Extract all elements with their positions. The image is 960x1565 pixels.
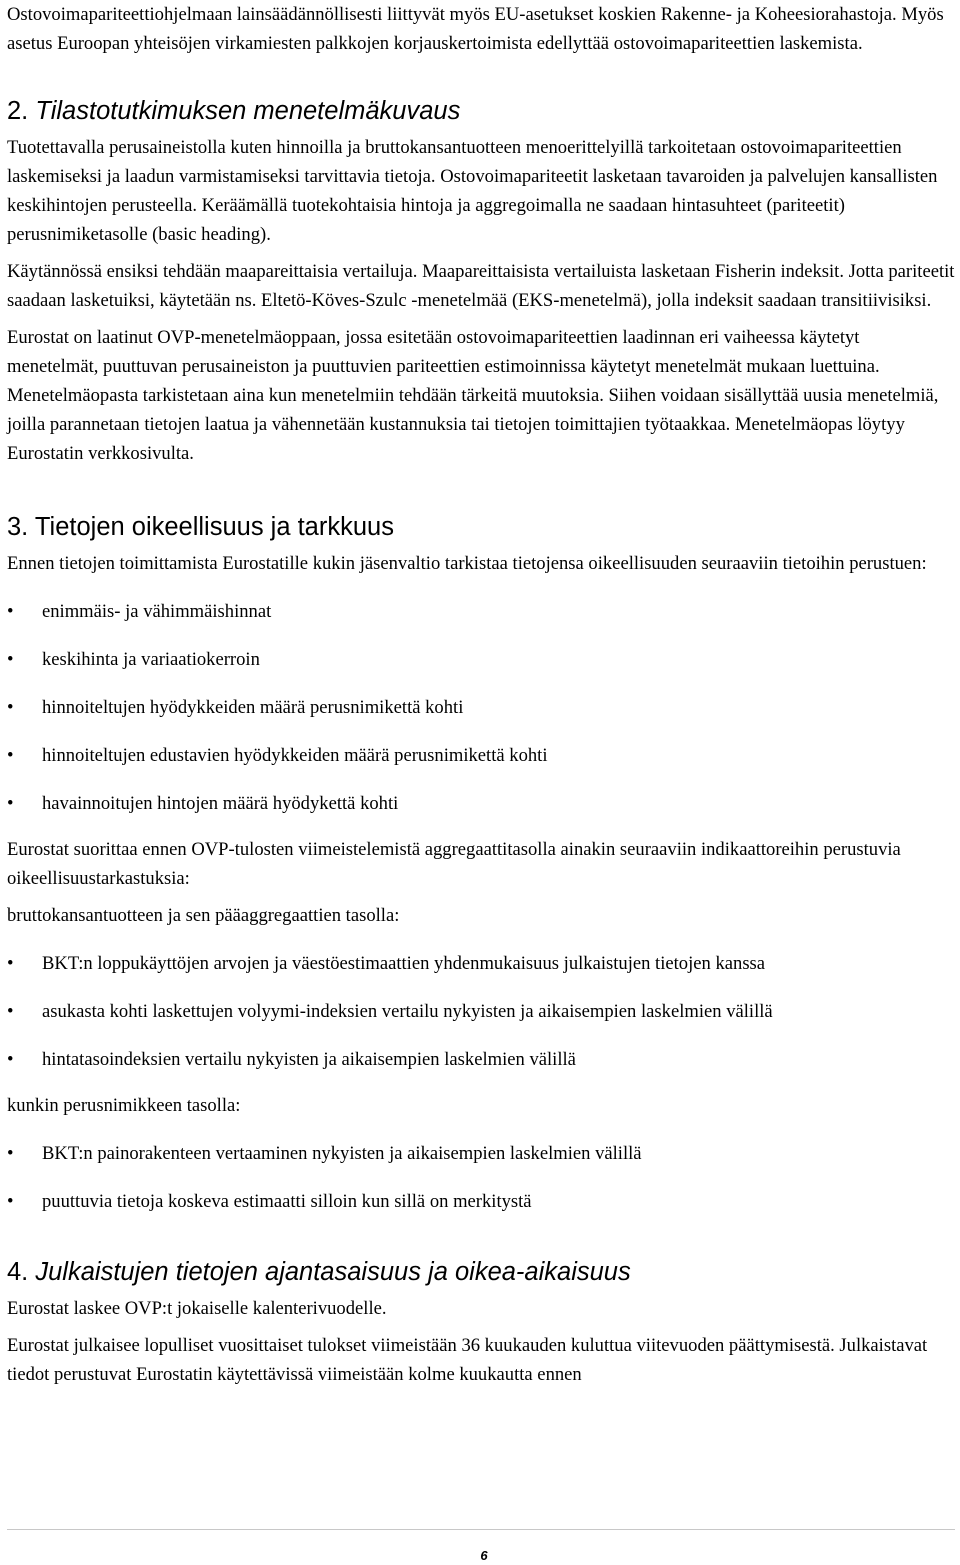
- section-3: [7, 511, 955, 1216]
- section-4: [7, 1256, 955, 1389]
- section-2-title: Tilastotutkimuksen menetelmäkuvaus: [35, 97, 461, 125]
- section-4-paragraph-1: Eurostat laskee OVP:t jokaiselle kalenterivuodelle.: [7, 1298, 387, 1319]
- section-2-paragraph-3: Eurostat on laatinut OVP-menetelmäoppaan, jossa esitetään ostovoimapariteettien laadinnan eri vaiheessa käytetyt menetelmät, puuttuvan perusaineiston ja puuttuvien pariteettien estimoinnissa käytetyt menetelmät mukaan luettuina. Menetelmäopasta tarkistetaan aina kun menetelmiin tehdään tärkeitä muutoksia. Siihen voidaan sisällyttää uusia menetelmiä, joilla parannetaan tietojen laatua ja vähennetään kustannuksia tai tietojen toimittajien työtaakkaa. Menetelmäopas löytyy Eurostatin verkkosivulta.: [7, 327, 939, 464]
- bullet-icon: •: [7, 1191, 14, 1212]
- section-3-subheading-basic: kunkin perusnimikkeen tasolla:: [7, 1095, 241, 1116]
- list-item: • keskihinta ja variaatiokerroin: [7, 645, 955, 674]
- page-number: 6: [480, 1548, 488, 1563]
- bullet-icon: •: [7, 1001, 14, 1022]
- section-2-number: 2.: [7, 97, 29, 125]
- bullet-icon: •: [7, 649, 14, 670]
- section-2: [7, 95, 955, 468]
- bullet-icon: •: [7, 793, 14, 814]
- check-list-gdp: [7, 949, 955, 1074]
- document-page: [7, 0, 955, 1389]
- bullet-icon: •: [7, 601, 14, 622]
- section-3-subheading-gdp: bruttokansantuotteen ja sen pääaggregaattien tasolla:: [7, 905, 400, 926]
- section-2-heading: [7, 95, 955, 127]
- bullet-icon: •: [7, 697, 14, 718]
- check-list-national: [7, 597, 955, 818]
- section-3-paragraph-2: Eurostat suorittaa ennen OVP-tulosten viimeistelemistä aggregaattitasolla ainakin seuraaviin indikaattoreihin perustuvia oikeellisuustarkastuksia:: [7, 839, 901, 889]
- list-item: • BKT:n painorakenteen vertaaminen nykyisten ja aikaisempien laskelmien välillä: [7, 1139, 955, 1168]
- list-item: • hinnoiteltujen edustavien hyödykkeiden määrä perusnimikettä kohti: [7, 741, 955, 770]
- bullet-icon: •: [7, 1143, 14, 1164]
- bullet-icon: •: [7, 953, 14, 974]
- section-2-paragraph-1: Tuotettavalla perusaineistolla kuten hinnoilla ja bruttokansantuotteen menoerittelyillä tarkoitetaan ostovoimapariteettien laskemiseksi ja laadun varmistamiseksi tarvittavia tietoja. Ostovoimapariteetit lasketaan tavaroiden ja palvelujen kansallisten keskihintojen perusteella. Keräämällä tuotekohtaisia hintoja ja aggregoimalla ne saadaan hintasuhteet (pariteetit) perusnimiketasolle (basic heading).: [7, 137, 938, 245]
- section-3-lead: Ennen tietojen toimittamista Eurostatille kukin jäsenvaltio tarkistaa tietojensa oikeellisuuden seuraaviin tietoihin perustuen:: [7, 553, 927, 574]
- section-4-paragraph-2: Eurostat julkaisee lopulliset vuosittaiset tulokset viimeistään 36 kuukauden kuluttua viitevuoden päättymisestä. Julkaistavat tiedot perustuvat Eurostatin käytettävissä viimeistään kolme kuukautta ennen: [7, 1335, 928, 1385]
- list-item: • BKT:n loppukäyttöjen arvojen ja väestöestimaattien yhdenmukaisuus julkaistujen tietojen kanssa: [7, 949, 955, 978]
- list-item: • hintatasoindeksien vertailu nykyisten ja aikaisempien laskelmien välillä: [7, 1045, 955, 1074]
- bullet-icon: •: [7, 745, 14, 766]
- list-item: • puuttuvia tietoja koskeva estimaatti silloin kun sillä on merkitystä: [7, 1187, 955, 1216]
- section-4-heading: [7, 1256, 955, 1288]
- section-2-paragraph-2: Käytännössä ensiksi tehdään maapareittaisia vertailuja. Maapareittaisista vertailuista lasketaan Fisherin indeksit. Jotta pariteetit saadaan lasketuiksi, käytetään ns. Eltetö-Köves-Szulc -menetelmää (EKS-menetelmä), jolla indeksit saadaan transitiivisiksi.: [7, 261, 955, 311]
- list-item: • hinnoiteltujen hyödykkeiden määrä perusnimikettä kohti: [7, 693, 955, 722]
- intro-paragraph: Ostovoimapariteettiohjelmaan lainsäädännöllisesti liittyvät myös EU-asetukset koskien Rakenne- ja Koheesiorahastoja. Myös asetus Euroopan yhteisöjen virkamiesten palkkojen korjauskertoimista edellyttää ostovoimapariteettien laskemista.: [7, 4, 944, 54]
- section-4-number: 4.: [7, 1258, 29, 1286]
- section-3-title: Tietojen oikeellisuus ja tarkkuus: [34, 513, 394, 541]
- bullet-icon: •: [7, 1049, 14, 1070]
- footer-divider: [7, 1529, 955, 1530]
- list-item: • enimmäis- ja vähimmäishinnat: [7, 597, 955, 626]
- list-item: • havainnoitujen hintojen määrä hyödykettä kohti: [7, 789, 955, 818]
- list-item: • asukasta kohti laskettujen volyymi-indeksien vertailu nykyisten ja aikaisempien laskelmien välillä: [7, 997, 955, 1026]
- section-4-title: Julkaistujen tietojen ajantasaisuus ja oikea-aikaisuus: [35, 1258, 631, 1286]
- section-3-heading: [7, 511, 955, 543]
- section-3-number: 3.: [7, 513, 29, 541]
- check-list-basic-heading: [7, 1139, 955, 1216]
